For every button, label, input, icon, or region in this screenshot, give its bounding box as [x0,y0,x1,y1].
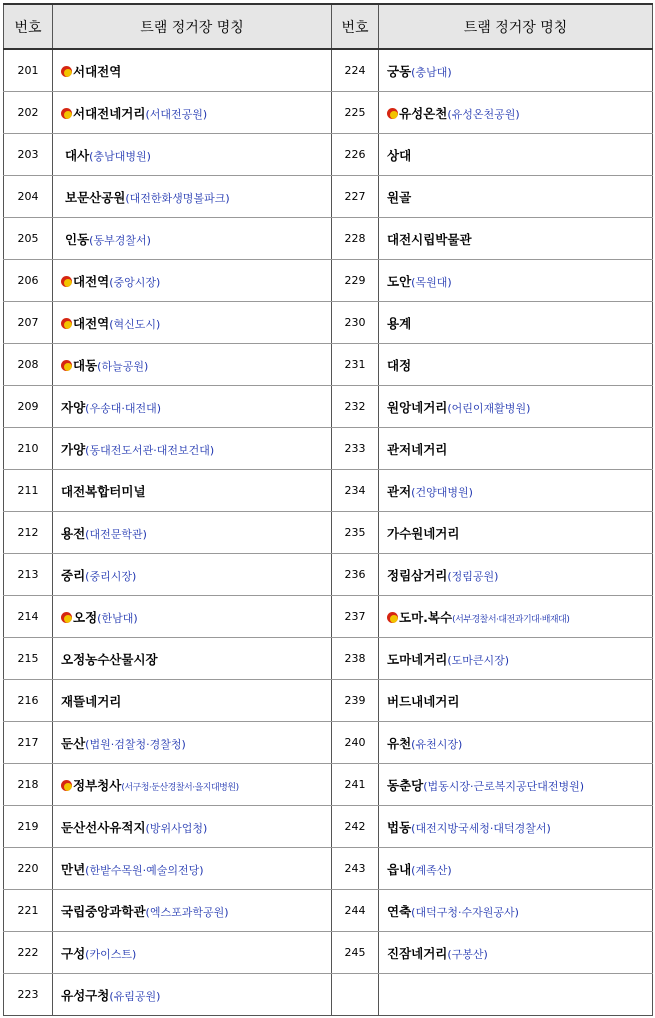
station-subname: (동부경찰서) [89,233,151,247]
station-name: 재뜰네거리 [61,693,122,709]
station-name: 정림삼거리 [387,567,448,583]
station-subname: (건양대병원) [411,485,473,499]
station-name-cell [379,554,653,596]
table-row [4,932,653,974]
station-number: 216 [4,680,53,722]
header-number-right: 번호 [332,4,379,49]
station-subname: (중앙시장) [109,275,161,289]
table-row [4,680,653,722]
table-row [4,49,653,92]
station-number: 242 [332,806,379,848]
station-number: 232 [332,386,379,428]
station-number: 238 [332,638,379,680]
station-name-cell [379,92,653,134]
station-subname: (도마큰시장) [447,653,510,667]
table-row [4,302,653,344]
station-subname: (유성온천공원) [447,107,520,121]
transfer-station-icon [61,612,72,623]
station-name: 유성온천 [399,105,448,121]
table-row [4,512,653,554]
station-name-cell [53,176,332,218]
station-name: 읍내 [387,861,412,877]
station-subname: (우송대·대전대) [85,401,161,415]
station-name-cell [53,260,332,302]
station-name: 대정 [387,357,412,373]
station-name: 자양 [61,399,86,415]
station-subname: (중리시장) [85,569,137,583]
table-row [4,848,653,890]
station-name: 법동 [387,819,412,835]
table-row [4,806,653,848]
station-subname: (한남대) [97,611,138,625]
station-name-cell [53,386,332,428]
station-subname: (어린이재활병원) [447,401,531,415]
station-name-cell [379,470,653,512]
station-subname: (유천시장) [411,737,463,751]
station-name-cell [53,722,332,764]
station-name-cell [379,596,653,638]
table-row [4,974,653,1016]
station-name: 서대전역 [73,63,122,79]
station-name: 대전시립박물관 [387,231,472,247]
station-name-cell [379,344,653,386]
header-name-left: 트램 정거장 명칭 [53,4,332,49]
station-name: 인동 [65,231,90,247]
station-subname: (대전문학관) [85,527,147,541]
station-number: 218 [4,764,53,806]
station-number: 221 [4,890,53,932]
station-name-cell [53,428,332,470]
station-name: 둔산 [61,735,86,751]
table-row [4,554,653,596]
header-name-right: 트램 정거장 명칭 [379,4,653,49]
station-name: 도안 [387,273,412,289]
station-name-cell [379,512,653,554]
station-number: 220 [4,848,53,890]
station-name: 원앙네거리 [387,399,448,415]
transfer-station-icon [61,780,72,791]
station-name-cell [379,932,653,974]
station-number: 244 [332,890,379,932]
table-row [4,638,653,680]
station-name-cell [53,470,332,512]
station-subname: (혁신도시) [109,317,161,331]
table-row [4,92,653,134]
tram-station-table [3,3,653,1016]
station-number: 233 [332,428,379,470]
table-row [4,260,653,302]
station-number: 215 [4,638,53,680]
station-name-cell [379,176,653,218]
station-number: 227 [332,176,379,218]
station-subname: (대전지방국세청·대덕경찰서) [411,821,551,835]
station-number: 228 [332,218,379,260]
station-subname: (엑스포과학공원) [145,905,229,919]
header-number-left: 번호 [4,4,53,49]
station-number [332,974,379,1016]
station-number: 202 [4,92,53,134]
station-number: 203 [4,134,53,176]
table-row [4,428,653,470]
station-number: 206 [4,260,53,302]
station-number: 211 [4,470,53,512]
station-number: 229 [332,260,379,302]
station-name-cell [53,49,332,92]
table-row [4,176,653,218]
station-name: 오정농수산물시장 [61,651,158,667]
station-subname: (서대전공원) [145,107,208,121]
station-number: 204 [4,176,53,218]
station-name: 용계 [387,315,412,331]
station-name: 연축 [387,903,412,919]
station-subname: (충남대병원) [89,149,151,163]
station-name-cell [53,932,332,974]
transfer-station-icon [61,66,72,77]
station-name: 대전복합터미널 [61,483,146,499]
station-name: 만년 [61,861,86,877]
station-name-cell [53,344,332,386]
station-number: 239 [332,680,379,722]
station-number: 234 [332,470,379,512]
station-name: 대사 [65,147,90,163]
station-name-cell [53,554,332,596]
station-name-cell [53,848,332,890]
transfer-station-icon [387,612,398,623]
station-name: 궁동 [387,63,412,79]
station-name-cell [53,764,332,806]
station-name-cell [379,218,653,260]
station-name-cell [53,596,332,638]
station-name: 도마네거리 [387,651,448,667]
station-number: 213 [4,554,53,596]
station-name-cell [379,764,653,806]
station-name-cell [53,512,332,554]
station-number: 230 [332,302,379,344]
station-name-cell [379,260,653,302]
station-name-cell [53,680,332,722]
table-row [4,218,653,260]
station-subname: (한밭수목원·예술의전당) [85,863,204,877]
station-name: 도마.복수 [399,609,453,625]
station-name-cell [379,974,653,1016]
station-number: 214 [4,596,53,638]
station-number: 217 [4,722,53,764]
table-row [4,596,653,638]
station-subname: (구봉산) [447,947,488,961]
station-number: 225 [332,92,379,134]
station-name-cell [379,680,653,722]
station-number: 224 [332,49,379,92]
table-row [4,722,653,764]
station-subname: (충남대) [411,65,452,79]
station-number: 205 [4,218,53,260]
station-number: 245 [332,932,379,974]
station-name-cell [379,890,653,932]
station-name-cell [53,218,332,260]
station-subname: (서부경찰서·대전과기대·배재대) [452,614,570,625]
station-subname: (유림공원) [109,989,161,1003]
station-name-cell [379,302,653,344]
table-row [4,134,653,176]
station-name: 진잠네거리 [387,945,448,961]
table-row [4,470,653,512]
station-subname: (대전한화생명볼파크) [125,191,230,205]
station-name-cell [53,302,332,344]
station-subname: (방위사업청) [145,821,208,835]
station-name-cell [379,638,653,680]
transfer-station-icon [387,108,398,119]
station-name-cell [53,806,332,848]
station-name-cell [53,974,332,1016]
station-name: 관저 [387,483,412,499]
station-name: 대동 [73,357,98,373]
station-name-cell [379,722,653,764]
station-name: 대전역 [73,315,110,331]
station-subname: (서구청·둔산경찰서·을지대병원) [121,782,239,793]
station-name: 용전 [61,525,86,541]
table-row [4,344,653,386]
station-name: 유성구청 [61,987,110,1003]
station-subname: (하늘공원) [97,359,149,373]
transfer-station-icon [61,360,72,371]
station-name-cell [379,428,653,470]
station-name: 서대전네거리 [73,105,146,121]
station-name-cell [379,134,653,176]
station-name-cell [53,638,332,680]
station-number: 222 [4,932,53,974]
station-name: 가양 [61,441,86,457]
station-number: 212 [4,512,53,554]
table-row [4,890,653,932]
station-name-cell [379,49,653,92]
transfer-station-icon [61,108,72,119]
table-row [4,764,653,806]
station-name: 정부청사 [73,777,122,793]
station-name: 관저네거리 [387,441,448,457]
station-number: 207 [4,302,53,344]
station-name: 보문산공원 [65,189,126,205]
station-name: 원골 [387,189,412,205]
station-name: 상대 [387,147,412,163]
transfer-station-icon [61,276,72,287]
station-number: 231 [332,344,379,386]
station-subname: (법동시장·근로복지공단대전병원) [423,779,585,793]
station-subname: (법원·검찰청·경찰청) [85,737,186,751]
station-number: 235 [332,512,379,554]
station-name: 유천 [387,735,412,751]
station-name-cell [53,890,332,932]
station-name: 동춘당 [387,777,424,793]
station-name: 가수원네거리 [387,525,460,541]
station-subname: (목원대) [411,275,452,289]
header-row [4,4,653,49]
station-number: 201 [4,49,53,92]
station-name-cell [379,848,653,890]
station-number: 237 [332,596,379,638]
station-name-cell [379,806,653,848]
station-number: 241 [332,764,379,806]
station-number: 210 [4,428,53,470]
station-number: 243 [332,848,379,890]
station-name-cell [379,386,653,428]
station-name-cell [53,134,332,176]
table-row [4,386,653,428]
station-number: 209 [4,386,53,428]
station-subname: (계족산) [411,863,452,877]
station-subname: (동대전도서관·대전보건대) [85,443,215,457]
station-name: 국립중앙과학관 [61,903,146,919]
station-subname: (카이스트) [85,947,137,961]
station-name: 구성 [61,945,86,961]
station-number: 236 [332,554,379,596]
station-subname: (대덕구청·수자원공사) [411,905,519,919]
station-name: 오정 [73,609,98,625]
station-number: 219 [4,806,53,848]
station-name: 대전역 [73,273,110,289]
station-number: 240 [332,722,379,764]
station-number: 223 [4,974,53,1016]
station-name: 둔산선사유적지 [61,819,146,835]
station-name-cell [53,92,332,134]
transfer-station-icon [61,318,72,329]
station-name: 버드내네거리 [387,693,460,709]
station-name: 중리 [61,567,86,583]
station-number: 226 [332,134,379,176]
station-number: 208 [4,344,53,386]
station-subname: (정림공원) [447,569,499,583]
